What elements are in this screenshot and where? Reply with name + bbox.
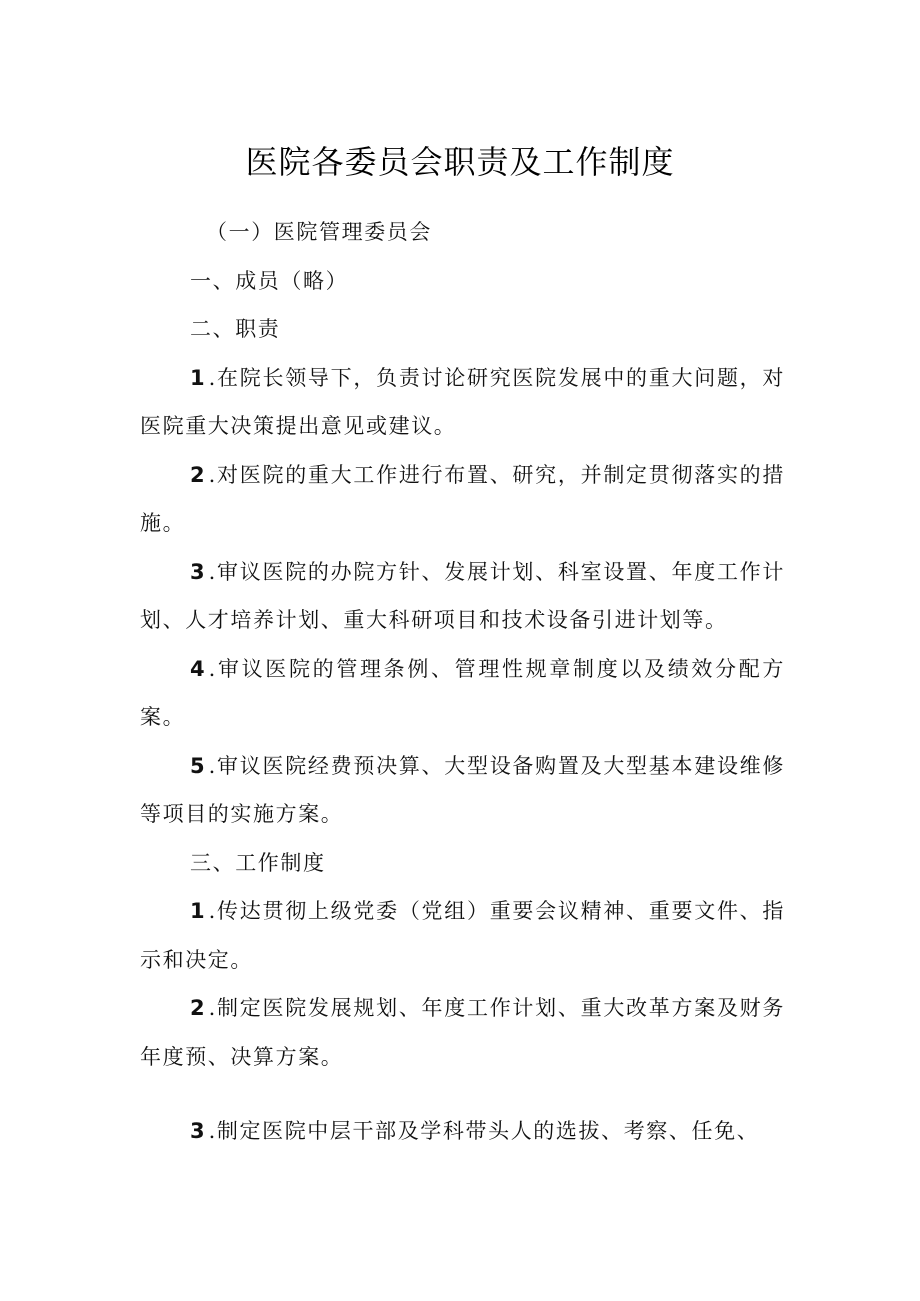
duty-number: 2	[190, 462, 209, 487]
duty-item-4	[140, 645, 785, 742]
duty-text: .审议医院的管理条例、管理性规章制度以及绩效分配方案。	[140, 656, 785, 729]
duty-number: 3	[190, 559, 209, 584]
document-title: 医院各委员会职责及工作制度	[245, 143, 675, 181]
duty-text: .审议医院的办院方针、发展计划、科室设置、年度工作计划、人才培养计划、重大科研项目和技术设备引进计划等。	[140, 559, 785, 632]
work-rule-item-2	[140, 984, 785, 1081]
section-heading: （一）医院管理委员会	[206, 220, 432, 244]
document-body	[140, 208, 785, 1156]
duty-number: 1	[190, 365, 209, 390]
duty-text: .对医院的重大工作进行布置、研究，并制定贯彻落实的措施。	[140, 462, 785, 535]
work-rule-text: .制定医院发展规划、年度工作计划、重大改革方案及财务年度预、决算方案。	[140, 996, 785, 1069]
work-rule-item-1	[140, 887, 785, 984]
work-rule-text: .传达贯彻上级党委（党组）重要会议精神、重要文件、指示和决定。	[140, 899, 785, 972]
work-rule-item-3	[140, 1107, 785, 1156]
work-rules-heading: 三、工作制度	[190, 850, 326, 875]
work-rule-number: 1	[190, 899, 209, 923]
duty-item-5	[140, 742, 785, 839]
duty-item-3	[140, 548, 785, 645]
duty-number: 5	[190, 753, 209, 778]
work-rule-number: 3	[190, 1119, 209, 1143]
duty-item-1	[140, 354, 785, 451]
duty-text: .审议医院经费预决算、大型设备购置及大型基本建设维修等项目的实施方案。	[140, 753, 785, 826]
duty-text: .在院长领导下，负责讨论研究医院发展中的重大问题，对医院重大决策提出意见或建议。	[140, 365, 785, 438]
duties-heading: 二、职责	[190, 317, 281, 341]
work-rule-number: 2	[190, 996, 209, 1020]
duty-number: 4	[190, 656, 209, 681]
work-rule-text: .制定医院中层干部及学科带头人的选拔、考察、任免、	[208, 1119, 760, 1143]
duty-item-2	[140, 451, 785, 548]
members-heading: 一、成员（略）	[190, 268, 349, 293]
